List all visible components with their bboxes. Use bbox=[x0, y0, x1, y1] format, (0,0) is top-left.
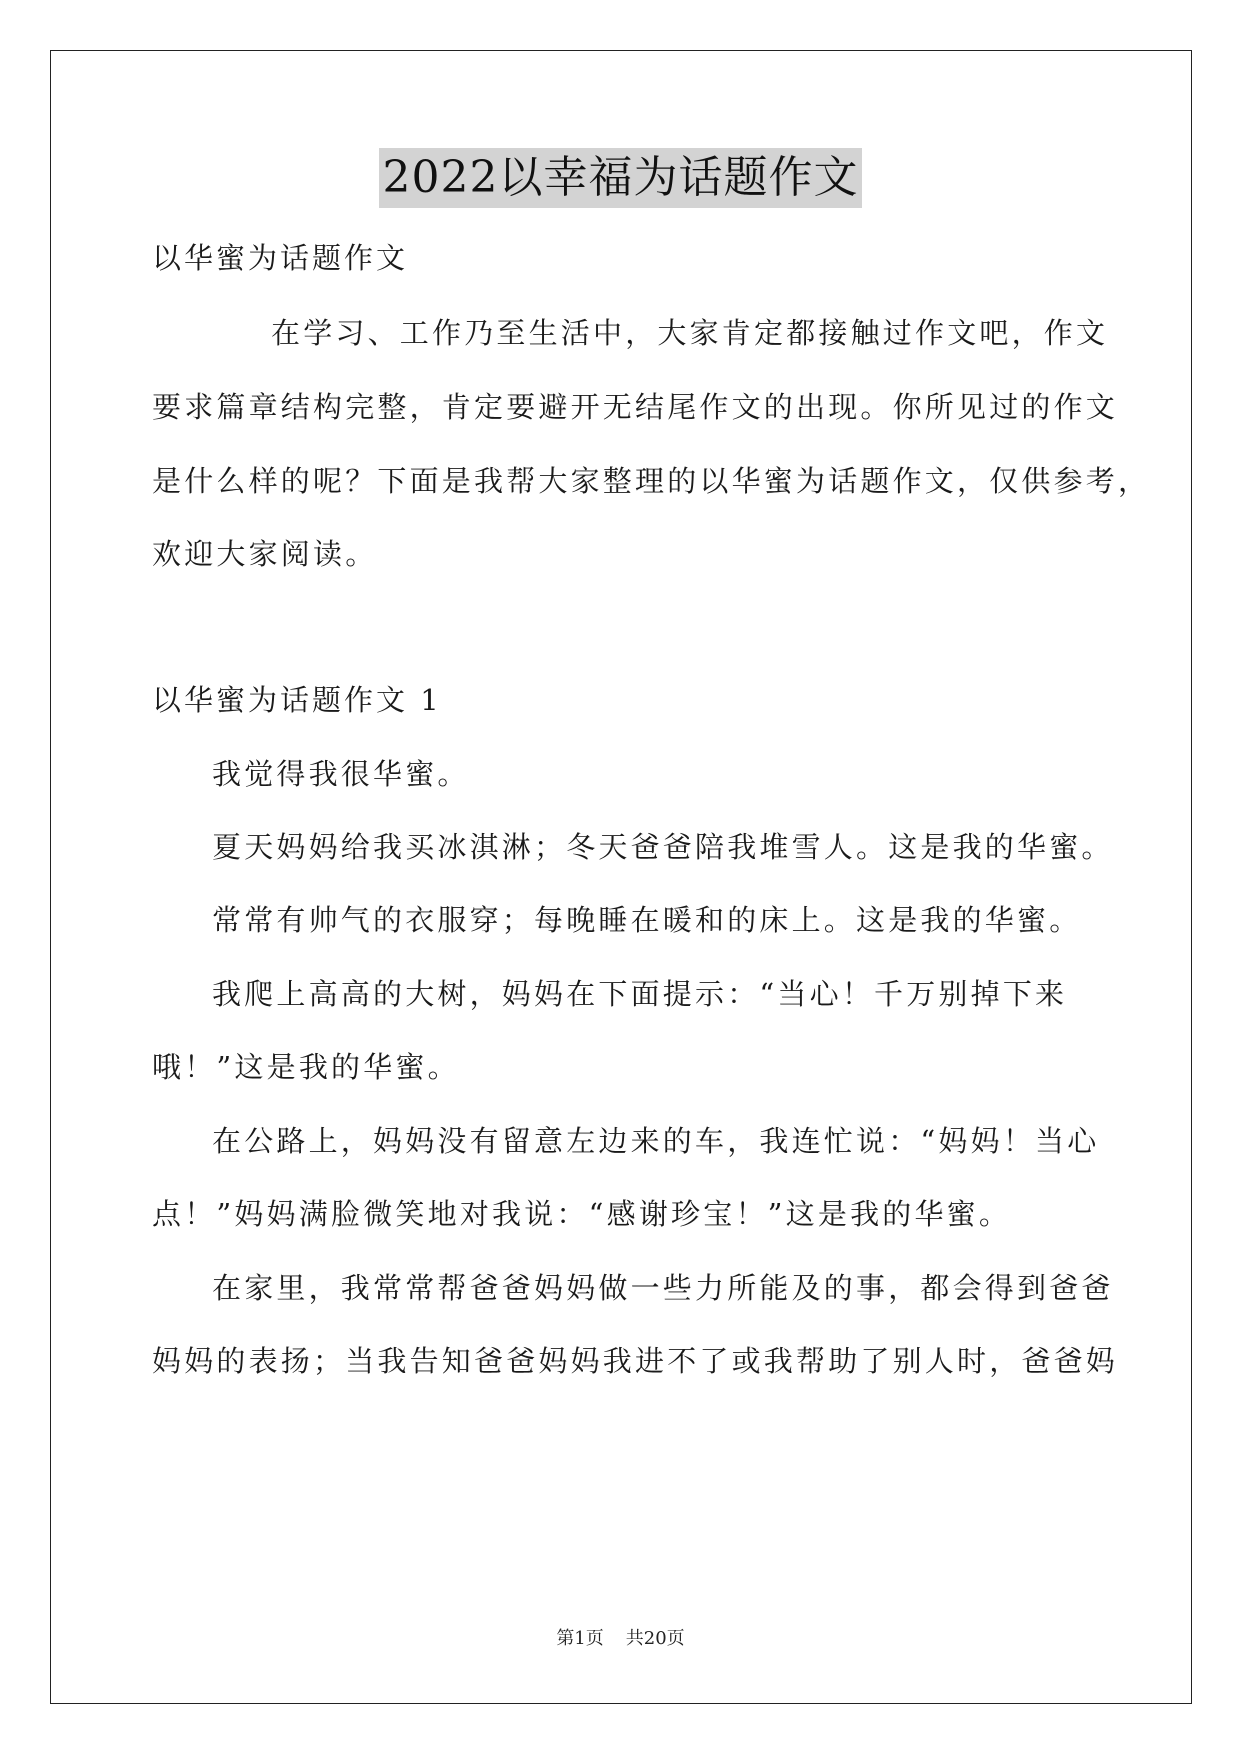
body-line: 妈妈的表扬；当我告知爸爸妈妈我进不了或我帮助了别人时，爸爸妈 bbox=[152, 1344, 1119, 1378]
title-container bbox=[0, 148, 1241, 208]
body-line: 在公路上，妈妈没有留意左边来的车，我连忙说：“妈妈！当心 bbox=[212, 1124, 1100, 1158]
intro-heading: 以华蜜为话题作文 bbox=[152, 241, 409, 275]
page-number: 第1页 bbox=[556, 1628, 604, 1649]
body-line: 哦！”这是我的华蜜。 bbox=[152, 1050, 460, 1084]
body-line: 我觉得我很华蜜。 bbox=[212, 757, 470, 791]
page-total: 共20页 bbox=[625, 1628, 685, 1649]
body-line: 在家里，我常常帮爸爸妈妈做一些力所能及的事，都会得到爸爸 bbox=[212, 1271, 1114, 1305]
intro-line: 在学习、工作乃至生活中，大家肯定都接触过作文吧，作文 bbox=[271, 316, 1109, 350]
body-line: 夏天妈妈给我买冰淇淋；冬天爸爸陪我堆雪人。这是我的华蜜。 bbox=[212, 830, 1114, 864]
essay-1-heading: 以华蜜为话题作文 1 bbox=[152, 683, 442, 717]
body-line: 常常有帅气的衣服穿；每晚睡在暖和的床上。这是我的华蜜。 bbox=[212, 903, 1082, 937]
intro-line: 是什么样的呢？下面是我帮大家整理的以华蜜为话题作文，仅供参考， bbox=[152, 464, 1151, 498]
page-border bbox=[50, 50, 1192, 1704]
document-title: 2022以幸福为话题作文 bbox=[379, 148, 863, 208]
body-line: 点！”妈妈满脸微笑地对我说：“感谢珍宝！”这是我的华蜜。 bbox=[152, 1197, 1012, 1231]
page-footer bbox=[0, 1624, 1241, 1650]
body-line: 我爬上高高的大树，妈妈在下面提示：“当心！千万别掉下来 bbox=[212, 977, 1068, 1011]
intro-line: 欢迎大家阅读。 bbox=[152, 537, 378, 571]
intro-line: 要求篇章结构完整，肯定要避开无结尾作文的出现。你所见过的作文 bbox=[152, 390, 1119, 424]
